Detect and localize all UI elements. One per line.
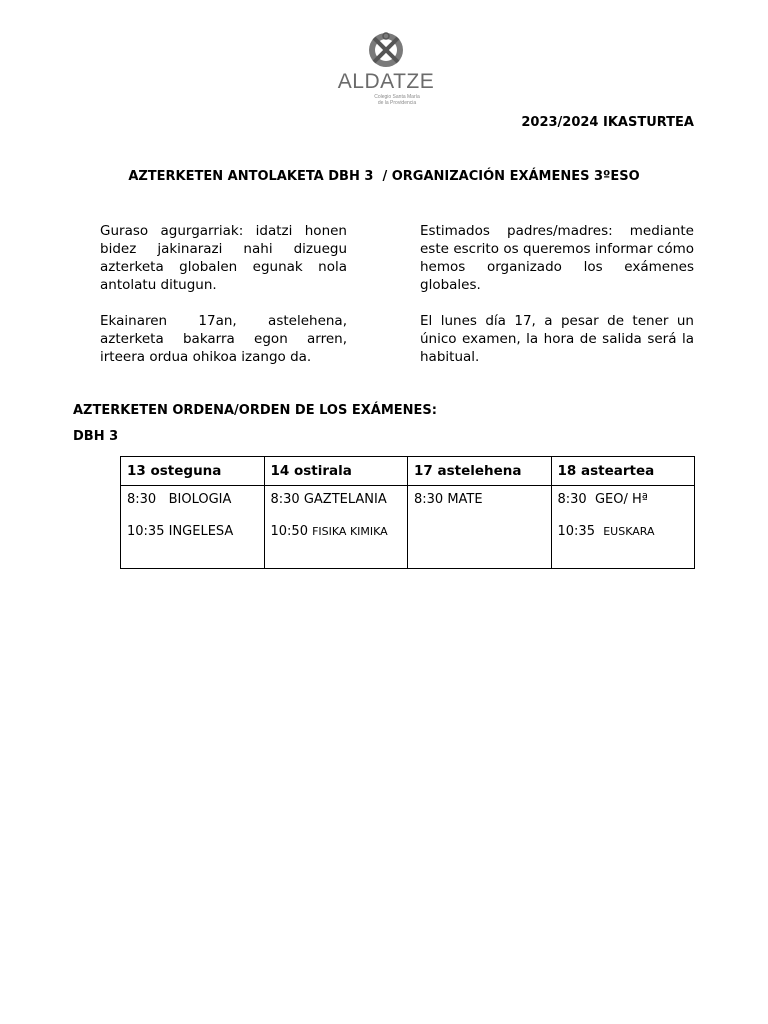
day-header: 14 ostirala: [264, 457, 408, 486]
exam-time: 10:50: [270, 524, 313, 539]
day-header: 17 astelehena: [408, 457, 552, 486]
intro-paragraph-basque: Guraso agurgarriak: idatzi honen bidez jakinarazi nahi dizuegu azterketa globalen egunak nola antolatu ditugun.: [100, 223, 347, 293]
exam-time: 10:35: [557, 524, 604, 539]
exam-entry: 8:30 GAZTELANIA: [270, 492, 387, 507]
exam-entry: 8:30 MATE: [414, 492, 483, 507]
schedule-cell: [121, 486, 265, 569]
logo-subtitle-line1: Colegio Santa María: [374, 94, 420, 100]
exam-subject: FISIKA KIMIKA: [312, 525, 388, 538]
exam-subject: INGELESA: [168, 524, 234, 539]
exam-entry: 8:30 GEO/ Hª: [557, 492, 648, 507]
schedule-cell: [264, 486, 408, 569]
exam-entry: [127, 524, 258, 540]
monday-note-spanish: El lunes día 17, a pesar de tener un único examen, la hora de salida será la habitual.: [420, 313, 694, 365]
school-year: 2023/2024 IKASTURTEA: [521, 115, 694, 130]
day-header: 13 osteguna: [121, 457, 265, 486]
intro-paragraph-spanish: Estimados padres/madres: mediante este escrito os queremos informar cómo hemos organizado los exámenes globales.: [420, 223, 694, 293]
exam-order-heading: AZTERKETEN ORDENA/ORDEN DE LOS EXÁMENES:: [73, 403, 437, 418]
exam-entry: [558, 524, 689, 540]
logo-subtitle-line2: de la Providencia: [377, 100, 417, 106]
exam-time: 10:35: [127, 524, 169, 539]
schedule-cell: [551, 486, 695, 569]
school-logo: [336, 30, 436, 108]
anchor-emblem-icon: [366, 30, 406, 70]
document-title: AZTERKETEN ANTOLAKETA DBH 3 / ORGANIZACIÓN EXÁMENES 3ºESO: [128, 169, 640, 184]
day-header: 18 asteartea: [551, 457, 695, 486]
exam-entry: [271, 524, 402, 540]
table-row: [121, 486, 695, 569]
exam-subject: EUSKARA: [603, 525, 655, 538]
exam-schedule-table: [120, 456, 695, 569]
course-label: DBH 3: [73, 429, 119, 444]
monday-note-basque: Ekainaren 17an, astelehena, azterketa bakarra egon arren, irteera ordua ohikoa izango da.: [100, 313, 347, 365]
table-header-row: [121, 457, 695, 486]
exam-entry: 8:30 BIOLOGIA: [127, 492, 232, 507]
logo-wordmark: ALDATZE: [337, 70, 435, 93]
schedule-cell: [408, 486, 552, 569]
